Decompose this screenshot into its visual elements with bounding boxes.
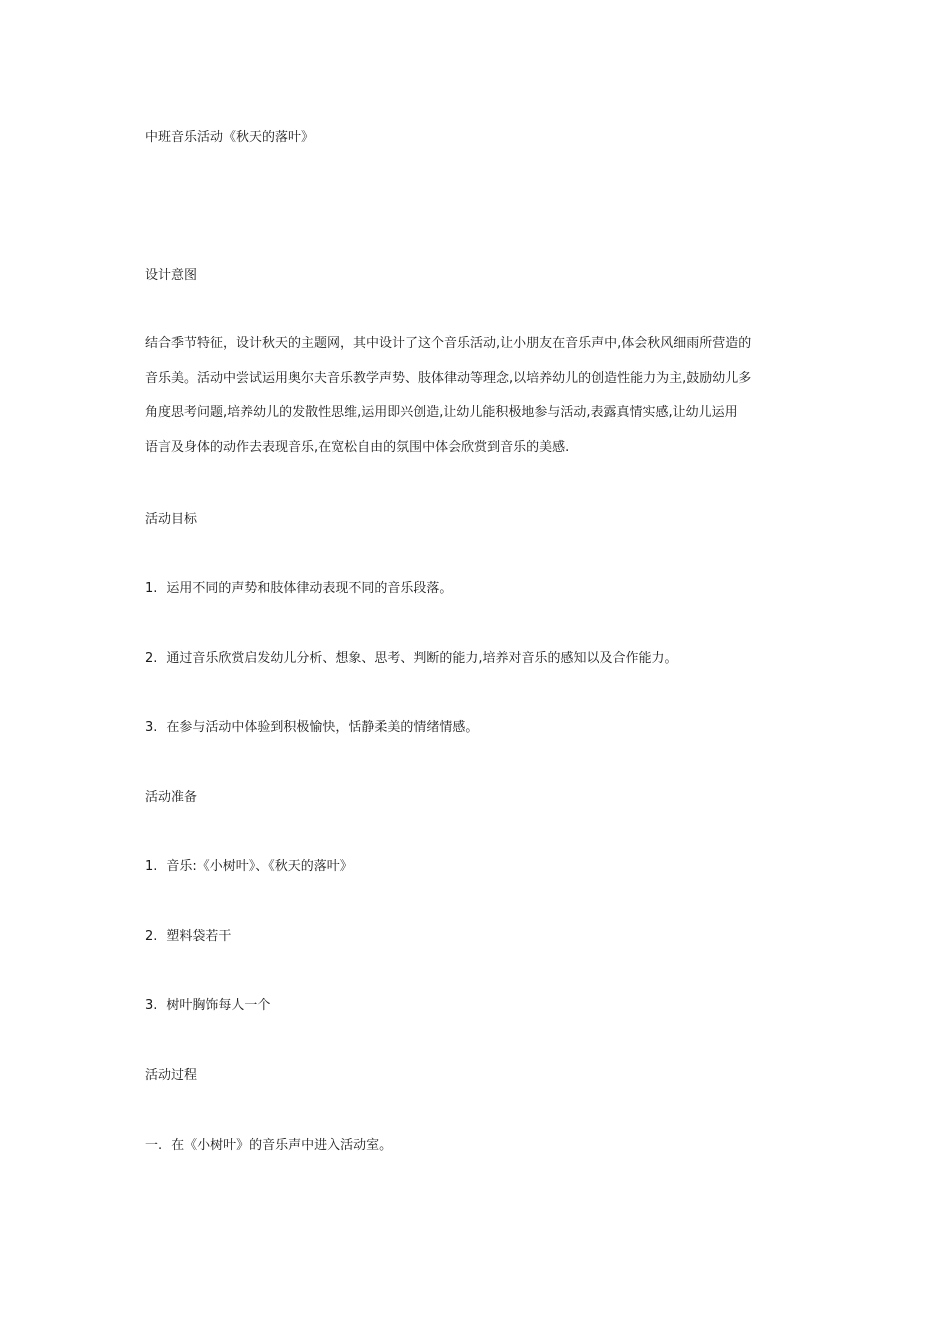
- paragraph-line: 结合季节特征，设计秋天的主题网，其中设计了这个音乐活动,让小朋友在音乐声中,体会秋风细雨所营造的: [145, 336, 752, 351]
- design-intent-heading: 设计意图: [145, 268, 198, 283]
- list-item-text: 树叶胸饰每人一个: [166, 998, 271, 1013]
- document-title: 中班音乐活动《秋天的落叶》: [145, 130, 315, 145]
- list-number: 2.: [145, 929, 158, 944]
- list-number: 1.: [145, 581, 158, 596]
- process-item-1: [145, 1137, 392, 1155]
- list-item-text: 在参与活动中体验到积极愉快，恬静柔美的情绪情感。: [166, 720, 479, 735]
- list-item-text: 塑料袋若干: [166, 929, 232, 944]
- preparation-item-1: [145, 858, 353, 876]
- paragraph-line: 角度思考问题,培养幼儿的发散性思维,运用即兴创造,让幼儿能积极地参与活动,表露真情实感,让幼儿运用: [145, 405, 738, 420]
- paragraph-line: 音乐美。活动中尝试运用奥尔夫音乐教学声势、肢体律动等理念,以培养幼儿的创造性能力为主,鼓励幼儿多: [145, 370, 752, 386]
- list-item-text: 在《小树叶》的音乐声中进入活动室。: [171, 1138, 393, 1153]
- list-number: 1.: [145, 859, 158, 874]
- list-item-text: 运用不同的声势和肢体律动表现不同的音乐段落。: [166, 581, 453, 596]
- preparation-item-2: [145, 928, 231, 946]
- goal-item-2: [145, 650, 678, 668]
- list-number: 2.: [145, 651, 158, 666]
- goal-item-3: [145, 719, 478, 737]
- list-number: 3.: [145, 720, 158, 735]
- preparation-heading: 活动准备: [145, 790, 198, 805]
- list-number: 3.: [145, 998, 158, 1013]
- paragraph-line: 语言及身体的动作去表现音乐,在宽松自由的氛围中体会欣赏到音乐的美感.: [145, 439, 570, 455]
- goals-heading: 活动目标: [145, 512, 198, 527]
- goal-item-1: [145, 580, 452, 598]
- preparation-item-3: [145, 997, 270, 1015]
- design-intent-paragraph: [145, 327, 813, 465]
- list-item-text: 通过音乐欣赏启发幼儿分析、想象、思考、判断的能力,培养对音乐的感知以及合作能力。: [166, 651, 678, 666]
- process-heading: 活动过程: [145, 1068, 198, 1083]
- list-number: 一.: [145, 1138, 163, 1153]
- list-item-text: 音乐:《小树叶》、《秋天的落叶》: [166, 859, 353, 874]
